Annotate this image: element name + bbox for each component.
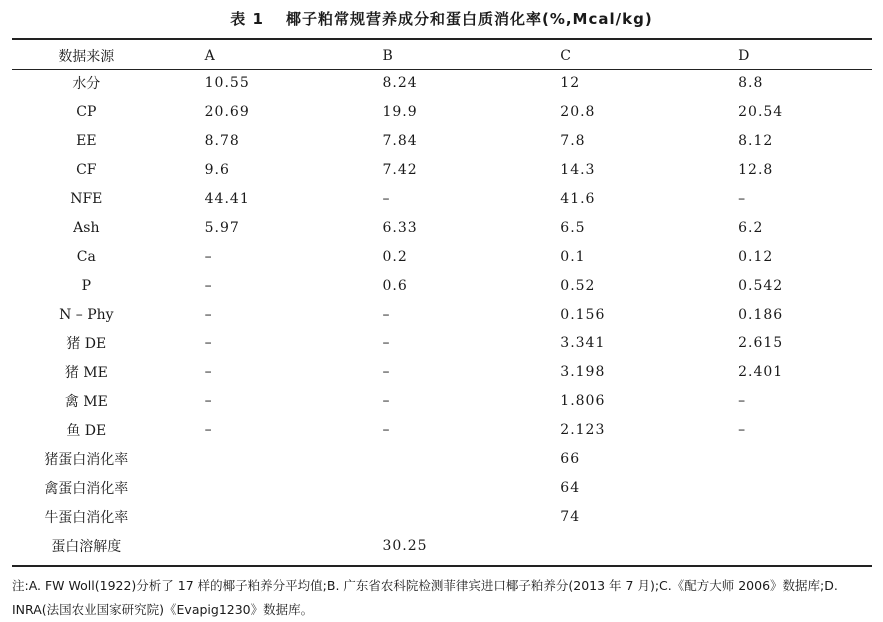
cell-value: – — [204, 364, 213, 381]
row-label: 蛋白溶解度 — [51, 538, 122, 555]
cell-value: 2.615 — [738, 335, 784, 352]
top-rule — [12, 38, 872, 40]
cell-value: 7.8 — [560, 133, 586, 150]
cell-value: – — [204, 248, 213, 265]
cell-value: 0.6 — [382, 277, 408, 294]
cell-value: 8.12 — [738, 133, 774, 150]
cell-value: 20.54 — [738, 104, 784, 121]
row-label: 禽蛋白消化率 — [44, 480, 129, 497]
cell-value — [338, 445, 516, 474]
cell-value: – — [204, 335, 213, 352]
row-label: 猪 ME — [64, 365, 108, 382]
cell-value: 5.97 — [204, 219, 240, 236]
cell-value: 12.8 — [738, 162, 774, 179]
cell-value: 6.2 — [738, 219, 764, 236]
row-label: NFE — [70, 191, 103, 207]
row-label: 鱼 DE — [66, 423, 107, 440]
cell-value: – — [382, 335, 391, 352]
table-row — [12, 185, 872, 214]
row-label: 水分 — [72, 76, 101, 93]
cell-value: 14.3 — [560, 162, 596, 179]
table-title — [0, 8, 883, 29]
cell-value: 1.806 — [560, 393, 606, 410]
cell-value: 66 — [560, 451, 581, 468]
table-caption: 椰子粕常规营养成分和蛋白质消化率(%,Mcal/kg) — [285, 10, 653, 28]
cell-value: 12 — [560, 75, 581, 92]
header-b: B — [382, 47, 393, 64]
cell-value: – — [204, 393, 213, 410]
cell-value: 30.25 — [382, 537, 428, 554]
table-row — [12, 127, 872, 156]
cell-value: 8.78 — [204, 133, 240, 150]
table-row — [12, 387, 872, 416]
cell-value: 0.2 — [382, 248, 408, 265]
cell-value: – — [738, 422, 747, 439]
table-row — [12, 531, 872, 560]
row-label: EE — [76, 133, 97, 150]
cell-value: – — [204, 277, 213, 294]
table-row — [12, 156, 872, 185]
cell-value: 2.401 — [738, 364, 784, 381]
cell-value: 8.8 — [738, 75, 764, 92]
table-row — [12, 271, 872, 300]
cell-value — [694, 531, 872, 560]
table-body — [12, 69, 872, 560]
cell-value: 44.41 — [204, 191, 250, 207]
cell-value — [338, 473, 516, 502]
table-row — [12, 358, 872, 387]
header-c: C — [560, 47, 572, 64]
cell-value — [161, 531, 339, 560]
cell-value — [161, 502, 339, 531]
row-label: 猪 DE — [66, 336, 107, 353]
cell-value: – — [382, 422, 391, 439]
table-number: 表 1 — [230, 10, 264, 28]
cell-value: 0.12 — [738, 248, 774, 265]
header-source: 数据来源 — [58, 48, 115, 65]
row-label: 猪蛋白消化率 — [44, 452, 129, 469]
cell-value: – — [382, 393, 391, 410]
cell-value: 2.123 — [560, 422, 606, 439]
row-label: Ca — [76, 248, 96, 265]
nutrient-table — [12, 42, 872, 560]
cell-value: 7.84 — [382, 133, 418, 150]
cell-value: 20.8 — [560, 104, 596, 121]
cell-value: 8.24 — [382, 75, 418, 92]
cell-value: – — [382, 306, 391, 323]
row-label: Ash — [73, 219, 100, 236]
cell-value: 3.341 — [560, 335, 606, 352]
cell-value: 0.542 — [738, 277, 784, 294]
cell-value: 6.33 — [382, 219, 418, 236]
cell-value — [338, 502, 516, 531]
cell-value: – — [382, 191, 391, 207]
row-label: 禽 ME — [64, 394, 108, 411]
header-d: D — [738, 47, 750, 64]
table-row — [12, 300, 872, 329]
cell-value — [694, 473, 872, 502]
table-row — [12, 69, 872, 98]
cell-value: 41.6 — [560, 191, 596, 207]
row-label: CP — [76, 104, 97, 121]
row-label: 牛蛋白消化率 — [44, 509, 129, 526]
table-footnote: 注:A. FW Woll(1922)分析了 17 样的椰子粕养分平均值;B. 广东省农科院检测菲律宾进口椰子粕养分(2013 年 7 月);C.《配方大师 2006》数据库;D. INRA(法国农业国家研究院)《Evapig1230》数据库。 — [12, 578, 838, 617]
cell-value: 6.5 — [560, 219, 586, 236]
cell-value: – — [204, 422, 213, 439]
cell-value: 0.52 — [560, 277, 596, 294]
table-row — [12, 445, 872, 474]
table-row — [12, 242, 872, 271]
header-a: A — [204, 47, 215, 64]
cell-value: 0.1 — [560, 248, 586, 265]
row-label: CF — [76, 162, 97, 179]
cell-value — [516, 531, 694, 560]
cell-value: 74 — [560, 508, 581, 525]
table-row — [12, 329, 872, 358]
cell-value: 0.156 — [560, 306, 606, 323]
cell-value: 20.69 — [204, 104, 250, 121]
cell-value — [694, 502, 872, 531]
cell-value: – — [382, 364, 391, 381]
cell-value: 3.198 — [560, 364, 606, 381]
cell-value: 19.9 — [382, 104, 418, 121]
row-label: P — [81, 277, 92, 294]
cell-value: 64 — [560, 479, 581, 496]
cell-value — [161, 445, 339, 474]
cell-value: 9.6 — [204, 162, 230, 179]
table-row — [12, 502, 872, 531]
cell-value: 7.42 — [382, 162, 418, 179]
table-row — [12, 416, 872, 445]
cell-value: – — [738, 191, 747, 207]
cell-value: 0.186 — [738, 306, 784, 323]
table-row — [12, 213, 872, 242]
cell-value — [161, 473, 339, 502]
header-row — [12, 42, 872, 69]
cell-value: – — [738, 393, 747, 410]
row-label: N – Phy — [59, 306, 114, 323]
table-row — [12, 473, 872, 502]
cell-value: 10.55 — [204, 75, 250, 92]
cell-value: – — [204, 306, 213, 323]
bottom-rule — [12, 565, 872, 567]
cell-value — [694, 445, 872, 474]
table-row — [12, 98, 872, 127]
